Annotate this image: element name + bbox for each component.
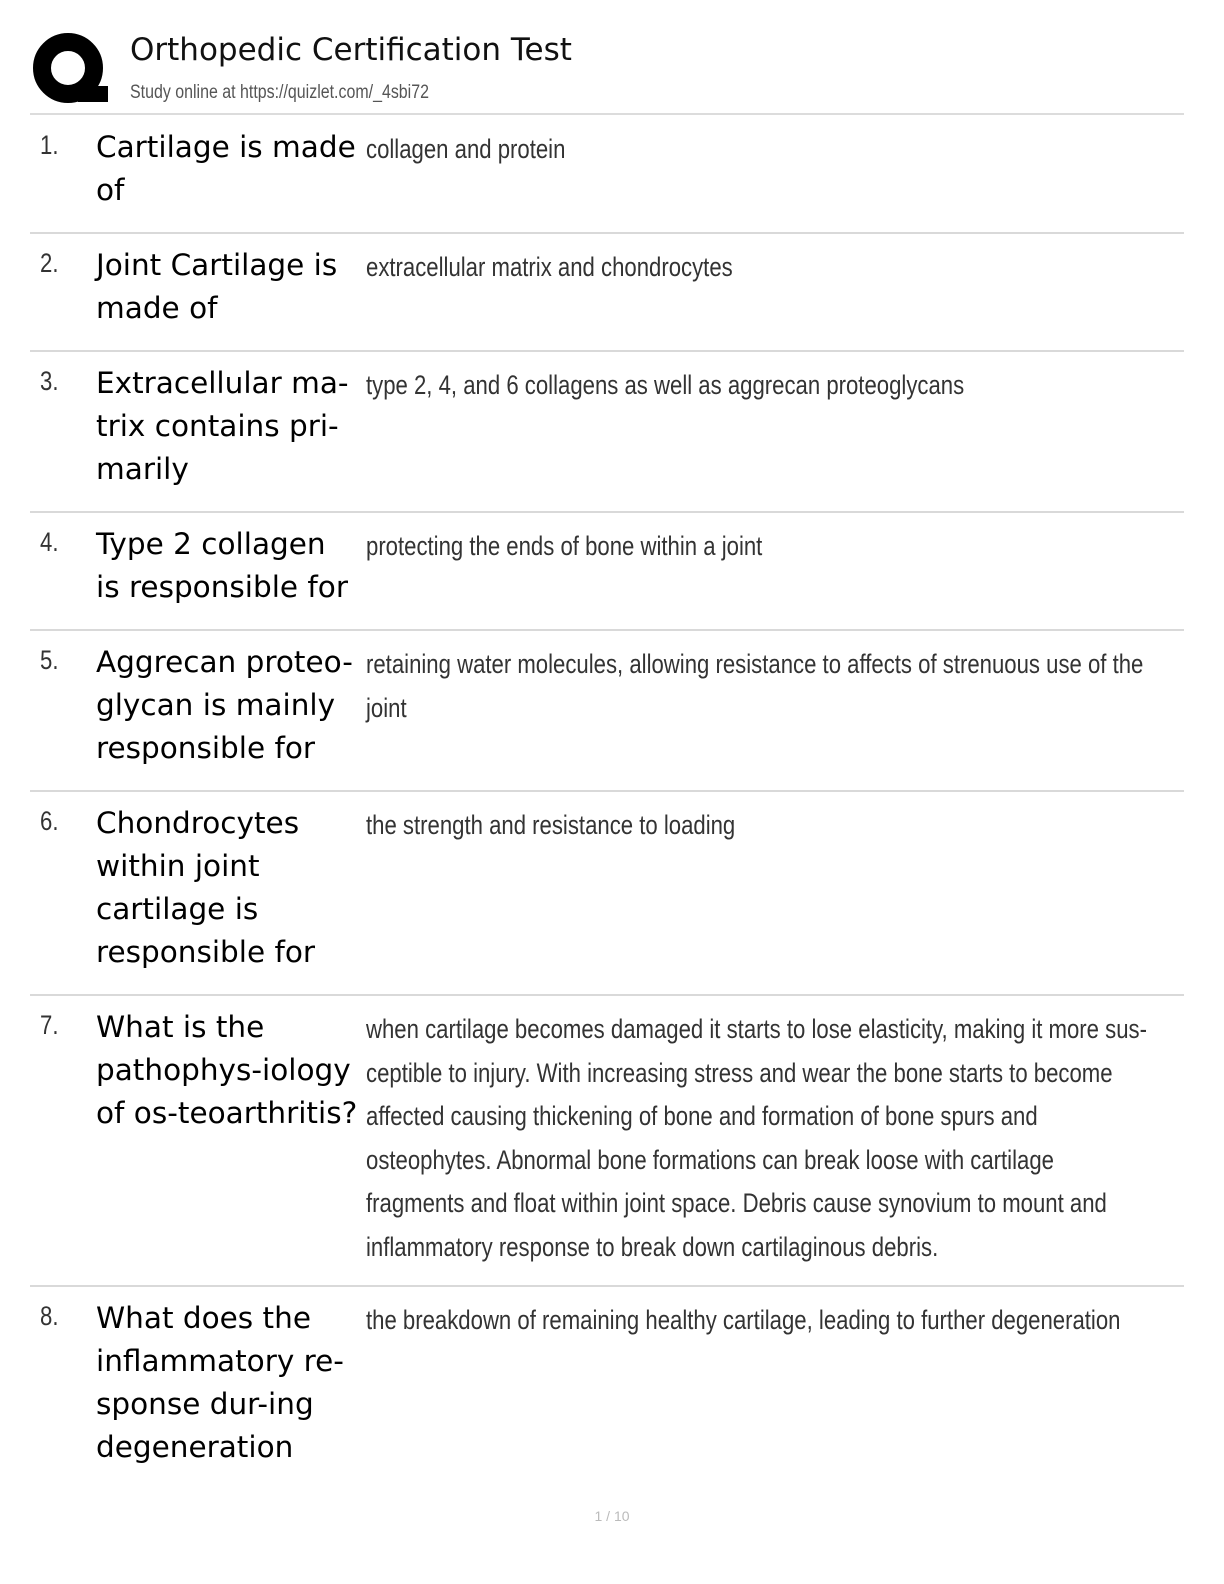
card-number: 2. (40, 248, 59, 278)
flashcard-row (30, 116, 1184, 234)
flashcard-row (30, 1287, 1184, 1487)
page-header (30, 26, 1184, 114)
flashcard-row (30, 792, 1184, 996)
card-number: 6. (40, 806, 59, 836)
card-term: What is the pathophys-iology of os-teoarthritis? (96, 1010, 358, 1130)
page-number: 1 / 10 (594, 1508, 630, 1524)
card-definition: extracellular matrix and chondrocytes (366, 252, 733, 282)
card-definition: collagen and protein (366, 134, 566, 164)
card-definition: the breakdown of remaining healthy cartilage, leading to further degeneration (366, 1305, 1121, 1335)
card-term: Type 2 collagen is responsible for (96, 527, 348, 604)
card-number: 1. (40, 130, 59, 160)
header-divider (30, 113, 1184, 115)
card-term: Extracellular ma-trix contains pri-marily (96, 366, 349, 486)
card-term: Cartilage is made of (96, 130, 356, 207)
card-number: 3. (40, 366, 59, 396)
card-term: Joint Cartilage is made of (96, 248, 338, 325)
card-definition: type 2, 4, and 6 collagens as well as aggrecan proteoglycans (366, 370, 965, 400)
card-definition: protecting the ends of bone within a joint (366, 531, 763, 561)
flashcard-row (30, 996, 1184, 1287)
flashcard-row (30, 352, 1184, 513)
card-number: 5. (40, 645, 59, 675)
flashcard-row (30, 513, 1184, 631)
card-term: Aggrecan proteo-glycan is mainly responsible for (96, 645, 353, 765)
card-definition: when cartilage becomes damaged it starts to lose elasticity, making it more sus-ceptible to injury. With increasing stress and wear the bone starts to become affected causing thickening of bone and formation of bone spurs and osteophytes. Abnormal bone formations can break loose with cartilage fragments and float within joint space. Debris cause synovium to mount and inflammatory response to break down cartilaginous debris. (366, 1014, 1147, 1262)
quizlet-logo-icon (32, 32, 108, 108)
card-number: 7. (40, 1010, 59, 1040)
flashcard-list (30, 116, 1184, 1487)
study-link[interactable]: Study online at https://quizlet.com/_4sbi72 (130, 82, 429, 103)
card-definition: retaining water molecules, allowing resistance to affects of strenuous use of the joint (366, 649, 1144, 723)
card-term: What does the inflammatory re-sponse dur-ing degeneration (96, 1301, 344, 1464)
card-term: Chondrocytes within joint cartilage is responsible for (96, 806, 316, 969)
flashcard-row (30, 631, 1184, 792)
page-title: Orthopedic Certification Test (130, 32, 572, 68)
card-number: 4. (40, 527, 59, 557)
flashcard-row (30, 234, 1184, 352)
card-definition: the strength and resistance to loading (366, 810, 736, 840)
card-number: 8. (40, 1301, 59, 1331)
